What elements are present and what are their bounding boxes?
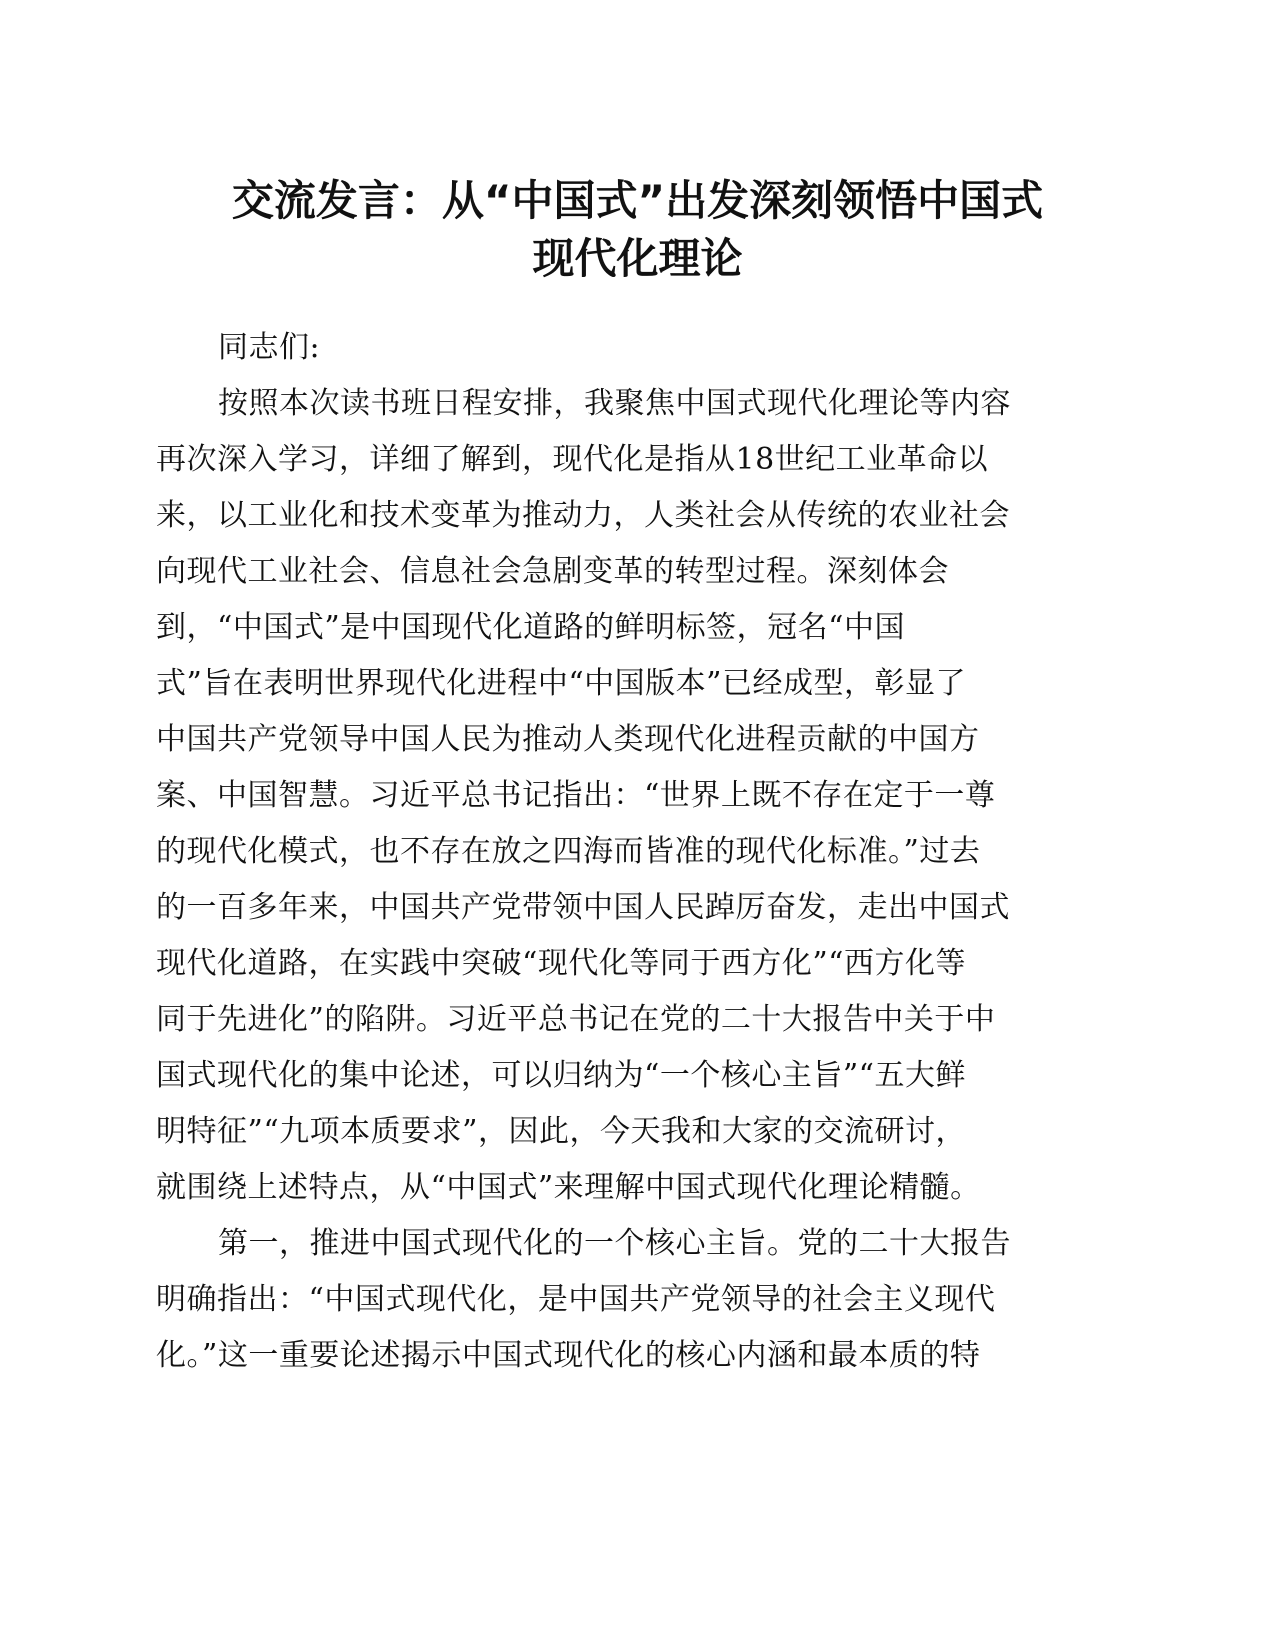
title-line: 交流发言：从“中国式”出发深刻领悟中国式: [231, 176, 1044, 225]
paragraph-line: 国式现代化的集中论述，可以归纳为“一个核心主旨”“五大鲜: [156, 1058, 967, 1093]
paragraph-line: 明确指出：“中国式现代化，是中国共产党领导的社会主义现代: [156, 1282, 996, 1317]
paragraph-line: 现代化道路，在实践中突破“现代化等同于西方化”“西方化等: [156, 946, 967, 981]
paragraph-line: 的一百多年来，中国共产党带领中国人民踔厉奋发，走出中国式: [156, 890, 1010, 925]
paragraph-line: 案、中国智慧。习近平总书记指出：“世界上既不存在定于一尊: [156, 778, 996, 813]
paragraph-line: 向现代工业社会、信息社会急剧变革的转型过程。深刻体会: [156, 554, 949, 589]
paragraph-line: 到，“中国式”是中国现代化道路的鲜明标签，冠名“中国: [156, 610, 906, 645]
paragraph-line: 的现代化模式，也不存在放之四海而皆准的现代化标准。”过去: [156, 834, 981, 869]
salutation: 同志们:: [218, 330, 321, 365]
paragraph-line: 同于先进化”的陷阱。习近平总书记在党的二十大报告中关于中: [156, 1002, 996, 1037]
title-line: 现代化理论: [532, 234, 743, 283]
paragraph-1: [156, 376, 1076, 1216]
paragraph-line: 来，以工业化和技术变革为推动力，人类社会从传统的农业社会: [156, 498, 1010, 533]
paragraph-2: [156, 1216, 1076, 1384]
paragraph-line: 再次深入学习，详细了解到，现代化是指从18世纪工业革命以: [156, 442, 989, 477]
paragraph-line: 就围绕上述特点，从“中国式”来理解中国式现代化理论精髓。: [156, 1170, 981, 1205]
paragraph-line: 按照本次读书班日程安排，我聚焦中国式现代化理论等内容: [218, 386, 1011, 421]
paragraph-line: 明特征”“九项本质要求”，因此，今天我和大家的交流研讨，: [156, 1114, 967, 1149]
paragraph-line: 中国共产党领导中国人民为推动人类现代化进程贡献的中国方: [156, 722, 980, 757]
document-body: [156, 320, 1076, 1384]
paragraph-line: 化。”这一重要论述揭示中国式现代化的核心内涵和最本质的特: [156, 1338, 981, 1373]
document-title: [150, 172, 1125, 288]
paragraph-line: 第一，推进中国式现代化的一个核心主旨。党的二十大报告: [218, 1226, 1011, 1261]
paragraph-line: 式”旨在表明世界现代化进程中“中国版本”已经成型，彰显了: [156, 666, 967, 701]
